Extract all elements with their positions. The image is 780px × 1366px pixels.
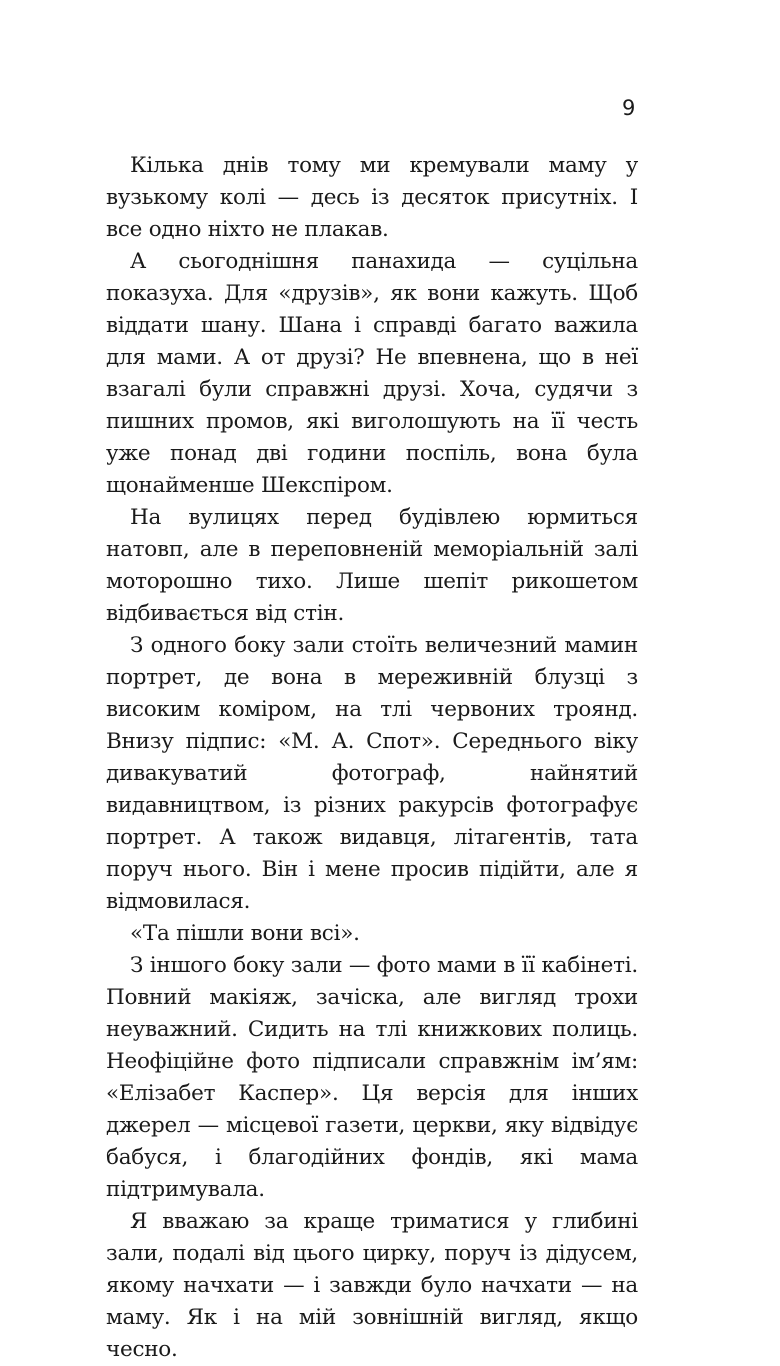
paragraph-7: Я вважаю за краще триматися у глибині зали, подалі від цього цирку, поруч із дідусем, якому начхати — і завжди було начхати — на маму. Як і на мій зовнішній вигляд, якщо чесно. [106,1209,638,1362]
paragraph-3: На вулицях перед будівлею юрмиться натовп, але в переповненій меморіальній залі моторошно тихо. Лише шепіт рикошетом відбивається від стін. [106,505,638,626]
paragraph-2: А сьогоднішня панахида — суцільна показуха. Для «друзів», як вони кажуть. Щоб віддати шану. Шана і справді багато важила для мами. А от друзі? Не впевнена, що в неї взагалі були справжні друзі. Хоча, судячи з пишних промов, які виголошують на її честь уже понад дві години поспіль, вона була щонайменше Шекспіром. [106,249,638,498]
paragraph-4: З одного боку зали стоїть величезний мамин портрет, де вона в мереживній блузці з високим коміром, на тлі червоних троянд. Внизу підпис: «М. А. Спот». Середнього віку дивакуватий фотограф, найнятий видавництвом, із різних ракурсів фотографує портрет. А також видавця, літагентів, тата поруч нього. Він і мене просив підійти, але я відмовилася. [106,633,638,914]
paragraph-6: З іншого боку зали — фото мами в її кабінеті. Повний макіяж, зачіска, але вигляд трохи неуважний. Сидить на тлі книжкових полиць. Неофіційне фото підписали справжнім ім’ям: «Елізабет Каспер». Ця версія для інших джерел — місцевої газети, церкви, яку відвідує бабуся, і благодійних фондів, які мама підтримувала. [106,953,638,1202]
body-text [106,150,638,1366]
paragraph-1: Кілька днів тому ми кремували маму у вузькому колі — десь із десяток присутніх. І все одно ніхто не плакав. [106,153,638,242]
page-number: 9 [622,96,636,120]
paragraph-5: «Та пішли вони всі». [130,921,360,946]
